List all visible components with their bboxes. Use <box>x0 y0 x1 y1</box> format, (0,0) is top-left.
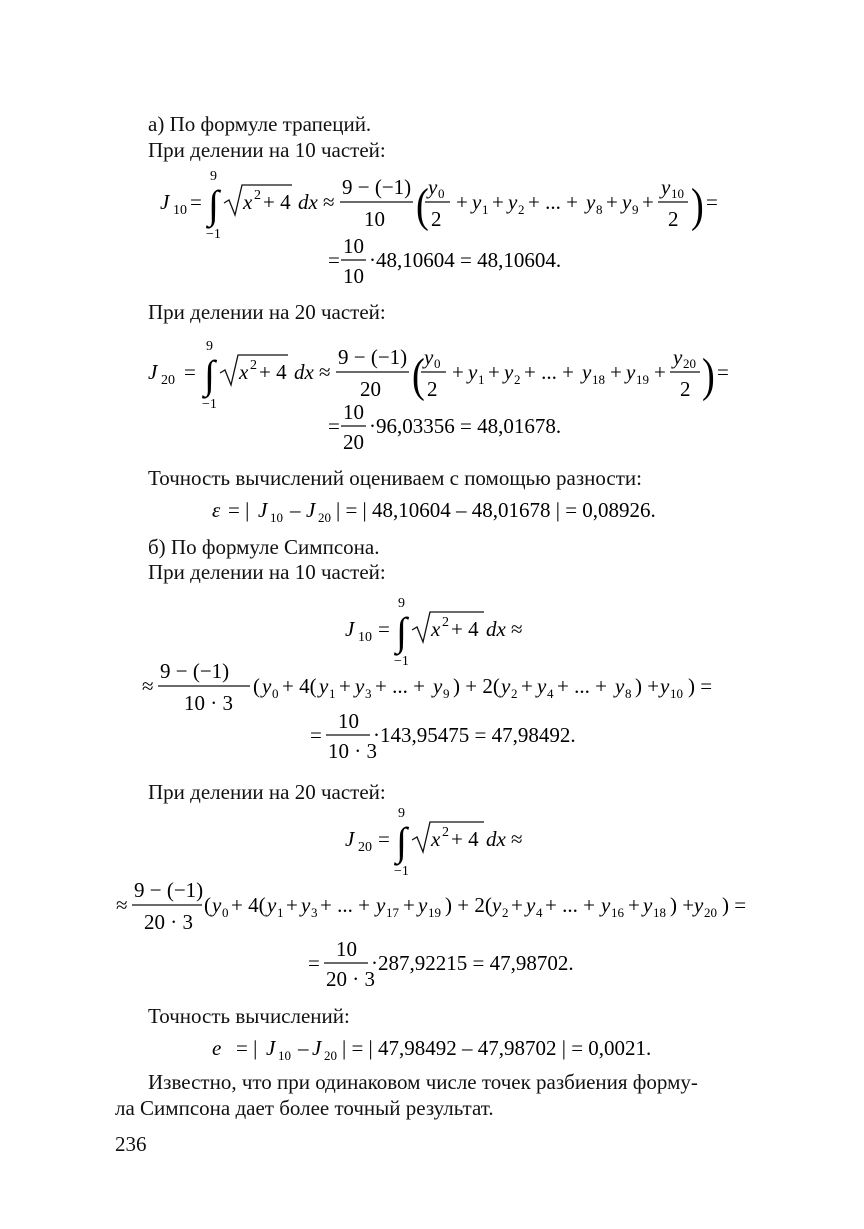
svg-text:y: y <box>582 360 592 384</box>
svg-text:dx: dx <box>486 617 506 641</box>
svg-text:10: 10 <box>278 1048 291 1063</box>
svg-text:9 − (−1): 9 − (−1) <box>342 175 412 199</box>
svg-text:10 · 3: 10 · 3 <box>328 739 377 763</box>
svg-text:20: 20 <box>360 377 381 401</box>
svg-text:2: 2 <box>668 207 679 231</box>
svg-text:y: y <box>501 674 511 698</box>
svg-text:0: 0 <box>222 905 229 920</box>
svg-text:=: = <box>190 190 202 214</box>
svg-text:2: 2 <box>442 615 449 630</box>
svg-text:y: y <box>694 893 704 917</box>
svg-text:∫: ∫ <box>396 609 407 654</box>
svg-text:1: 1 <box>478 372 485 387</box>
svg-text:): ) <box>702 349 715 403</box>
svg-text:y: y <box>301 893 311 917</box>
svg-text:y: y <box>433 674 443 698</box>
svg-text:dx: dx <box>298 190 318 214</box>
svg-text:= |: = | <box>236 1036 258 1060</box>
svg-text:=: = <box>328 414 340 438</box>
svg-text:10: 10 <box>270 510 283 525</box>
svg-text:+ 4: + 4 <box>451 827 479 851</box>
svg-text:10: 10 <box>336 937 357 961</box>
svg-text:2: 2 <box>254 188 261 203</box>
svg-text:(: ( <box>412 349 425 403</box>
svg-text:+ 4: + 4 <box>263 190 291 214</box>
svg-text:9: 9 <box>398 806 405 821</box>
svg-text:2: 2 <box>514 372 521 387</box>
svg-text:19: 19 <box>428 905 441 920</box>
svg-text:+ 4(: + 4( <box>282 674 317 698</box>
svg-text:≈: ≈ <box>116 893 128 917</box>
svg-text:=: = <box>717 360 729 384</box>
svg-text:y: y <box>428 175 438 199</box>
svg-text:10: 10 <box>343 264 364 288</box>
svg-text:+: + <box>452 360 464 384</box>
trapezoid-20-parts-label: При делении на 20 частей: <box>148 300 386 324</box>
svg-text:2: 2 <box>442 825 449 840</box>
svg-text:y: y <box>472 190 482 214</box>
svg-text:–: – <box>298 1036 309 1060</box>
svg-text:20: 20 <box>161 373 175 388</box>
svg-text:ε: ε <box>212 498 221 522</box>
svg-text:≈: ≈ <box>511 617 523 641</box>
svg-text:19: 19 <box>636 372 649 387</box>
svg-text:) + 2(: ) + 2( <box>445 893 492 917</box>
svg-text:3: 3 <box>365 686 372 701</box>
svg-text:2: 2 <box>680 377 691 401</box>
svg-text:y: y <box>468 360 478 384</box>
svg-text:20: 20 <box>683 356 696 371</box>
svg-text:17: 17 <box>386 905 399 920</box>
svg-text:J: J <box>258 498 268 522</box>
svg-text:y: y <box>673 345 683 369</box>
svg-text:y: y <box>212 893 222 917</box>
svg-text:y: y <box>526 893 536 917</box>
svg-text:+: + <box>521 674 533 698</box>
svg-text:16: 16 <box>611 905 624 920</box>
svg-text:+: + <box>511 893 523 917</box>
svg-text:y: y <box>601 893 611 917</box>
svg-text:+ ... +: + ... + <box>528 190 578 214</box>
svg-text:9 − (−1): 9 − (−1) <box>160 659 230 683</box>
svg-text:J: J <box>148 360 158 384</box>
svg-text:≈: ≈ <box>323 190 335 214</box>
svg-text:∫: ∫ <box>396 819 407 864</box>
trapezoid-epsilon-equation <box>200 495 680 525</box>
svg-text:2: 2 <box>518 202 525 217</box>
svg-text:10: 10 <box>343 234 364 258</box>
svg-text:0: 0 <box>272 686 279 701</box>
svg-text:4: 4 <box>536 905 543 920</box>
svg-text:) =: ) = <box>722 893 747 917</box>
svg-text:=: = <box>706 190 718 214</box>
svg-text:·48,10604 = 48,10604.: ·48,10604 = 48,10604. <box>369 248 562 272</box>
svg-text:20 · 3: 20 · 3 <box>326 967 375 990</box>
svg-text:20: 20 <box>318 510 331 525</box>
trapezoid-accuracy-label: Точность вычислений оцениваем с помощью разности: <box>148 466 642 490</box>
svg-text:9: 9 <box>398 596 405 611</box>
svg-text:y: y <box>622 190 632 214</box>
svg-text:y: y <box>586 190 596 214</box>
simpson-accuracy-label: Точность вычислений: <box>148 1004 350 1028</box>
svg-text:x: x <box>239 360 249 384</box>
svg-text:20: 20 <box>358 840 372 855</box>
svg-text:+: + <box>339 674 351 698</box>
svg-text:y: y <box>661 175 671 199</box>
svg-text:+ ... +: + ... + <box>524 360 574 384</box>
svg-text:=: = <box>378 827 390 851</box>
simpson-10-parts-label: При делении на 10 частей: <box>148 560 386 584</box>
svg-text:x: x <box>431 827 441 851</box>
svg-text:+: + <box>488 360 500 384</box>
conclusion-line-1: Известно, что при одинаковом числе точек разбиения форму- <box>148 1070 698 1094</box>
svg-text:+: + <box>642 190 654 214</box>
svg-text:2: 2 <box>511 686 518 701</box>
trapezoid-j10-equation <box>140 163 740 293</box>
svg-text:10: 10 <box>358 630 372 645</box>
svg-text:10: 10 <box>670 686 683 701</box>
page-number: 236 <box>115 1132 147 1156</box>
svg-text:3: 3 <box>311 905 318 920</box>
svg-text:J: J <box>266 1036 276 1060</box>
svg-text:0: 0 <box>434 356 441 371</box>
svg-text:10: 10 <box>364 207 385 231</box>
svg-text:+ ... +: + ... + <box>375 674 425 698</box>
svg-text:y: y <box>267 893 277 917</box>
svg-text:e: e <box>212 1036 222 1060</box>
svg-text:+: + <box>654 360 666 384</box>
svg-text:x: x <box>431 617 441 641</box>
svg-text:1: 1 <box>329 686 336 701</box>
svg-text:9: 9 <box>210 169 217 184</box>
simpson-heading: б) По формуле Симпсона. <box>148 535 380 559</box>
svg-text:+: + <box>286 893 298 917</box>
svg-text:+: + <box>606 190 618 214</box>
svg-text:10: 10 <box>343 400 364 424</box>
svg-text:4: 4 <box>547 686 554 701</box>
svg-text:+ ... +: + ... + <box>545 893 595 917</box>
svg-text:2: 2 <box>431 207 442 231</box>
svg-text:+: + <box>628 893 640 917</box>
svg-text:20 · 3: 20 · 3 <box>144 910 193 934</box>
svg-text:9: 9 <box>206 339 213 354</box>
svg-text:=: = <box>184 360 196 384</box>
svg-text:) + 2(: ) + 2( <box>453 674 500 698</box>
svg-text:−1: −1 <box>394 864 409 879</box>
svg-text:·96,03356 = 48,01678.: ·96,03356 = 48,01678. <box>369 414 562 438</box>
svg-text:J: J <box>160 190 170 214</box>
svg-text:y: y <box>418 893 428 917</box>
svg-text:y: y <box>643 893 653 917</box>
svg-text:+ 4(: + 4( <box>231 893 266 917</box>
svg-text:+: + <box>456 190 468 214</box>
svg-text:9: 9 <box>632 202 639 217</box>
svg-text:y: y <box>424 345 434 369</box>
svg-text:y: y <box>262 674 272 698</box>
svg-text:+ 4: + 4 <box>259 360 287 384</box>
simpson-j20-equation <box>100 800 780 990</box>
svg-text:+: + <box>492 190 504 214</box>
svg-text:+: + <box>403 893 415 917</box>
svg-text:2: 2 <box>502 905 509 920</box>
svg-text:1: 1 <box>482 202 489 217</box>
svg-text:| = | 47,98492 – 47,98702 | =: | = | 47,98492 – 47,98702 | = 0,0021. <box>342 1036 652 1060</box>
svg-text:=: = <box>310 723 322 747</box>
svg-text:1: 1 <box>277 905 284 920</box>
svg-text:dx: dx <box>486 827 506 851</box>
svg-text:x: x <box>243 190 253 214</box>
svg-text:−1: −1 <box>394 654 409 669</box>
svg-text:–: – <box>290 498 301 522</box>
svg-text:·287,92215 = 47,98702.: ·287,92215 = 47,98702. <box>371 951 574 975</box>
svg-text:∫: ∫ <box>208 182 219 227</box>
svg-text:−1: −1 <box>202 397 217 412</box>
svg-text:dx: dx <box>294 360 314 384</box>
svg-text:): ) <box>691 179 704 233</box>
svg-text:) +: ) + <box>635 674 660 698</box>
svg-text:≈: ≈ <box>511 827 523 851</box>
svg-text:2: 2 <box>250 358 257 373</box>
svg-text:−1: −1 <box>206 227 221 242</box>
svg-text:10: 10 <box>671 186 684 201</box>
svg-text:(: ( <box>204 893 211 917</box>
svg-text:y: y <box>319 674 329 698</box>
svg-text:10 · 3: 10 · 3 <box>184 691 233 715</box>
svg-text:∫: ∫ <box>204 352 215 397</box>
svg-text:8: 8 <box>596 202 603 217</box>
svg-text:y: y <box>660 674 670 698</box>
svg-text:≈: ≈ <box>319 360 331 384</box>
svg-text:) +: ) + <box>670 893 695 917</box>
svg-text:8: 8 <box>625 686 632 701</box>
svg-text:y: y <box>376 893 386 917</box>
svg-text:J: J <box>345 827 355 851</box>
svg-text:J: J <box>306 498 316 522</box>
svg-text:+: + <box>610 360 622 384</box>
svg-text:y: y <box>537 674 547 698</box>
svg-text:+ 4: + 4 <box>451 617 479 641</box>
svg-text:·143,95475 = 47,98492.: ·143,95475 = 47,98492. <box>373 723 576 747</box>
svg-text:+ ... +: + ... + <box>557 674 607 698</box>
svg-text:0: 0 <box>438 186 445 201</box>
svg-text:=: = <box>328 248 340 272</box>
svg-text:) =: ) = <box>688 674 713 698</box>
svg-text:(: ( <box>416 179 429 233</box>
svg-text:y: y <box>615 674 625 698</box>
svg-text:= |: = | <box>228 498 250 522</box>
svg-text:20: 20 <box>704 905 717 920</box>
svg-text:y: y <box>504 360 514 384</box>
svg-text:20: 20 <box>343 430 364 454</box>
svg-text:J: J <box>345 617 355 641</box>
svg-text:y: y <box>492 893 502 917</box>
svg-text:9: 9 <box>443 686 450 701</box>
svg-text:18: 18 <box>653 905 666 920</box>
trapezoid-10-parts-label: При делении на 10 частей: <box>148 138 386 162</box>
svg-text:(: ( <box>253 674 260 698</box>
svg-text:=: = <box>378 617 390 641</box>
svg-text:+ ... +: + ... + <box>320 893 370 917</box>
svg-text:2: 2 <box>427 377 438 401</box>
svg-text:=: = <box>308 951 320 975</box>
simpson-epsilon-equation <box>200 1033 680 1063</box>
svg-text:10: 10 <box>338 709 359 733</box>
svg-text:9 − (−1): 9 − (−1) <box>134 878 204 902</box>
svg-text:9 − (−1): 9 − (−1) <box>338 345 408 369</box>
simpson-j10-equation <box>100 590 740 770</box>
svg-text:y: y <box>626 360 636 384</box>
trapezoid-heading: а) По формуле трапеций. <box>148 112 372 136</box>
svg-text:≈: ≈ <box>142 674 154 698</box>
svg-text:y: y <box>355 674 365 698</box>
trapezoid-j20-equation <box>140 333 740 463</box>
svg-text:20: 20 <box>324 1048 337 1063</box>
svg-text:10: 10 <box>173 203 187 218</box>
svg-text:| = | 48,10604 – 48,01678 | =: | = | 48,10604 – 48,01678 | = 0,08926. <box>336 498 656 522</box>
svg-text:J: J <box>312 1036 322 1060</box>
conclusion-line-2: ла Симпсона дает более точный результат. <box>115 1096 494 1120</box>
svg-text:y: y <box>508 190 518 214</box>
svg-text:18: 18 <box>592 372 605 387</box>
simpson-20-parts-label: При делении на 20 частей: <box>148 780 386 804</box>
